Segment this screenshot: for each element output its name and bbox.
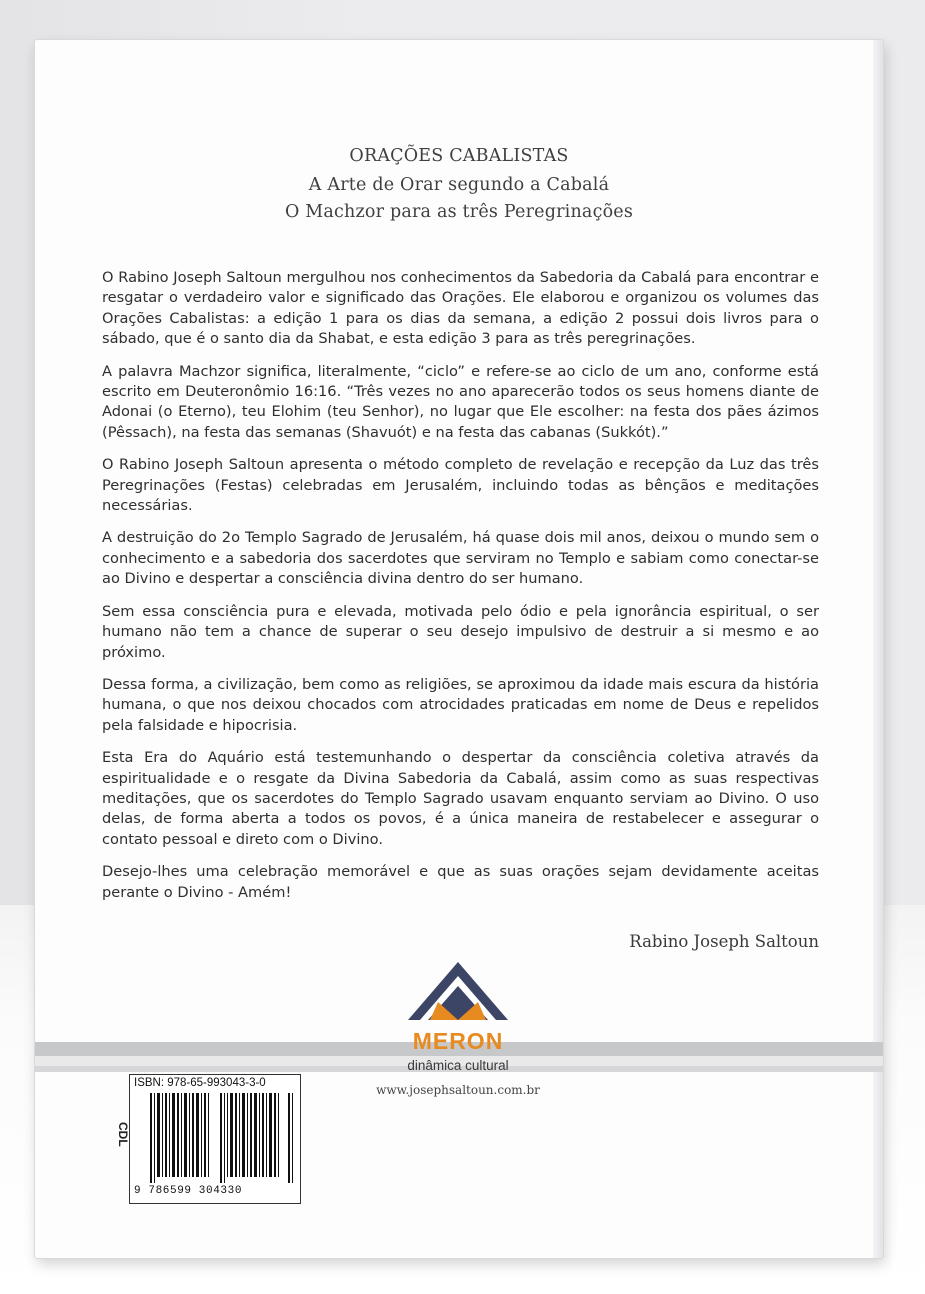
author-signature: Rabino Joseph Saltoun — [629, 932, 819, 951]
book-edition-title: O Machzor para as três Peregrinações — [284, 202, 634, 222]
paragraph-2: A palavra Machzor significa, literalmente, “ciclo” e refere-se ao ciclo de um ano, conforme está escrito em Deuteronômio 16:16. “Três vezes no ano aparecerão todos os seus homens diante de Adonai (o Eterno), teu Elohim (teu Senhor), no lugar que Ele escolher: na festa dos pães ázimos (Pêssach), na festa das semanas (Shavuót) e na festa das cabanas (Sukkót).” — [102, 362, 819, 441]
publisher-subtitle: dinâmica cultural — [407, 1058, 509, 1073]
back-cover-text — [102, 268, 819, 915]
author-website: www.josephsaltoun.com.br — [376, 1083, 540, 1097]
book-back-cover — [35, 40, 883, 1258]
book-edge — [873, 40, 883, 1258]
paragraph-3: O Rabino Joseph Saltoun apresenta o método completo de revelação e recepção da Luz das três Peregrinações (Festas) celebradas em Jerusalém, incluindo todas as bênçãos e meditações necessárias. — [102, 456, 819, 515]
book-series-title: ORAÇÕES CABALISTAS — [349, 146, 569, 166]
paragraph-8: Desejo-lhes uma celebração memorável e que as suas orações sejam devidamente aceitas perante o Divino - Amém! — [102, 863, 819, 901]
isbn-barcode-box — [129, 1074, 301, 1204]
paragraph-4: A destruição do 2o Templo Sagrado de Jerusalém, há quase dois mil anos, deixou o mundo sem o conhecimento e a sabedoria dos sacerdotes que serviram no Templo e sabiam como conectar-se ao Divino e despertar a consciência divina dentro do ser humano. — [102, 529, 819, 588]
paragraph-5: Sem essa consciência pura e elevada, motivada pelo ódio e pela ignorância espiritual, o ser humano não tem a chance de superar o seu desejo impulsivo de destruir a si mesmo e ao próximo. — [102, 602, 819, 661]
side-mark: CDL — [116, 1122, 130, 1147]
paragraph-7: Esta Era do Aquário está testemunhando o despertar da consciência coletiva através da espiritualidade e o resgate da Divina Sabedoria da Cabalá, assim como as suas respectivas meditações, que os sacerdotes do Templo Sagrado usavam enquanto serviam ao Divino. O uso delas, de forma aberta a todos os povos, é a única maneira de restabelecer e assegurar o contato pessoal e direto com o Divino. — [102, 749, 819, 848]
barcode-icon — [148, 1093, 296, 1183]
book-subtitle: A Arte de Orar segundo a Cabalá — [308, 175, 610, 195]
isbn-number: ISBN: 978-65-993043-3-0 — [134, 1077, 266, 1089]
paragraph-1: O Rabino Joseph Saltoun mergulhou nos conhecimentos da Sabedoria da Cabalá para encontrar e resgatar o verdadeiro valor e significado das Orações. Ele elaborou e organizou os volumes das Orações Cabalistas: a edição 1 para os dias da semana, a edição 2 possui dois livros para o sábado, que é o santo dia da Shabat, e esta edição 3 para as três peregrinações. — [102, 269, 819, 348]
barcode-digits: 9 786599 304330 — [134, 1185, 243, 1197]
paragraph-6: Dessa forma, a civilização, bem como as religiões, se aproximou da idade mais escura da história humana, o que nos deixou chocados com atrocidades praticadas em nome de Deus e repelidos pela falsidade e hipocrisia. — [102, 675, 819, 734]
publisher-name: MERON — [412, 1028, 504, 1054]
